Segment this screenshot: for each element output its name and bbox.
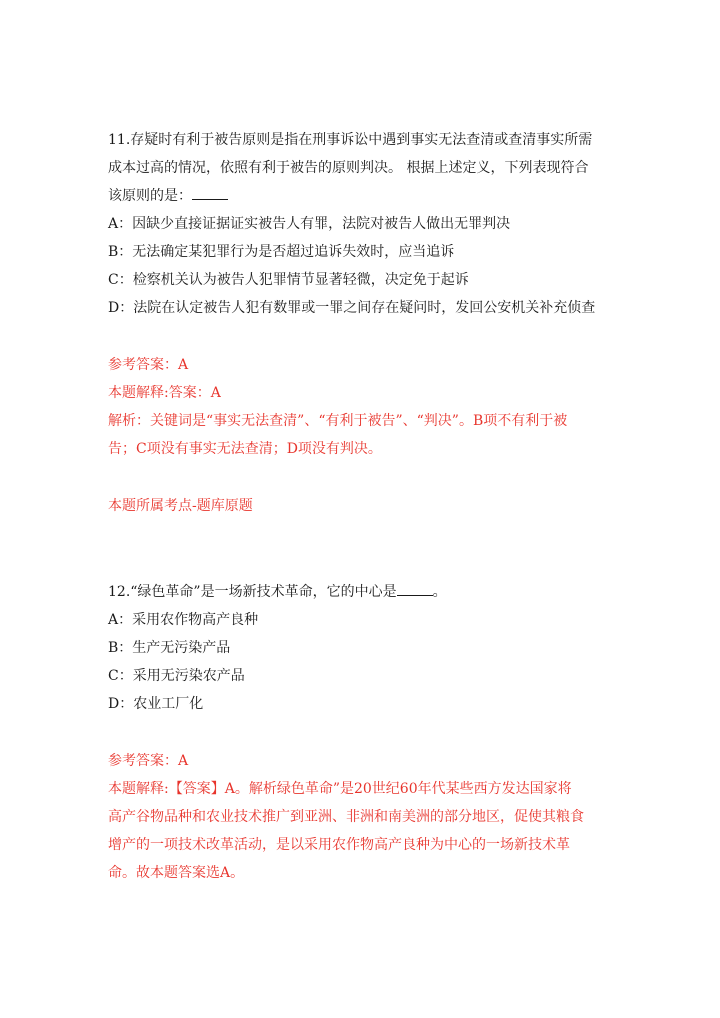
q12-explain-line-1: 本题解释:【答案】A。解析绿色革命”是20世纪60年代某些西方发达国家将	[108, 781, 572, 797]
q12-explain-line-3: 增产的一项技术改革活动，是以采用农作物高产良种为中心的一场新技术革	[108, 837, 570, 853]
q11-option-b: B：无法确定某犯罪行为是否超过追诉失效时，应当追诉	[108, 244, 455, 260]
answer-blank	[192, 186, 228, 200]
q11-analysis-line-2: 告；C项没有事实无法查清；D项没有判决。	[108, 441, 382, 457]
q11-topic: 本题所属考点-题库原题	[108, 498, 253, 514]
q12-stem-text: 12.“绿色革命”是一场新技术革命，它的中心是	[108, 584, 397, 600]
q12-stem	[108, 582, 447, 602]
q11-option-d: D：法院在认定被告人犯有数罪或一罪之间存在疑问时，发回公安机关补充侦查	[108, 300, 596, 316]
q12-option-a: A：采用农作物高产良种	[108, 612, 259, 628]
q12-option-c: C：采用无污染农产品	[108, 668, 245, 684]
q11-option-c: C：检察机关认为被告人犯罪情节显著轻微，决定免于起诉	[108, 272, 469, 288]
q11-stem-text: 该原则的是：	[108, 188, 192, 204]
q12-explain-line-4: 命。故本题答案选A。	[108, 865, 245, 881]
q12-option-b: B：生产无污染产品	[108, 640, 231, 656]
q12-option-d: D：农业工厂化	[108, 696, 204, 712]
q11-option-a: A：因缺少直接证据证实被告人有罪，法院对被告人做出无罪判决	[108, 216, 511, 232]
q11-stem-line-1: 11.存疑时有利于被告原则是指在刑事诉讼中遇到事实无法查清或查清事实所需	[108, 132, 593, 148]
q12-explain-line-2: 高产谷物品种和农业技术推广到亚洲、非洲和南美洲的部分地区，促使其粮食	[108, 809, 584, 825]
q11-explain-label: 本题解释:答案：A	[108, 385, 221, 401]
q12-answer: 参考答案：A	[108, 753, 189, 769]
answer-blank	[397, 582, 433, 596]
q11-analysis-line-1: 解析：关键词是“事实无法查清”、“有利于被告”、“判决”。B项不有利于被	[108, 413, 568, 429]
q12-stem-end: 。	[432, 584, 447, 600]
q11-stem-line-3	[108, 186, 228, 206]
q11-answer: 参考答案：A	[108, 357, 189, 373]
q11-stem-line-2: 成本过高的情况，依照有利于被告的原则判决。 根据上述定义，下列表现符合	[108, 160, 589, 176]
